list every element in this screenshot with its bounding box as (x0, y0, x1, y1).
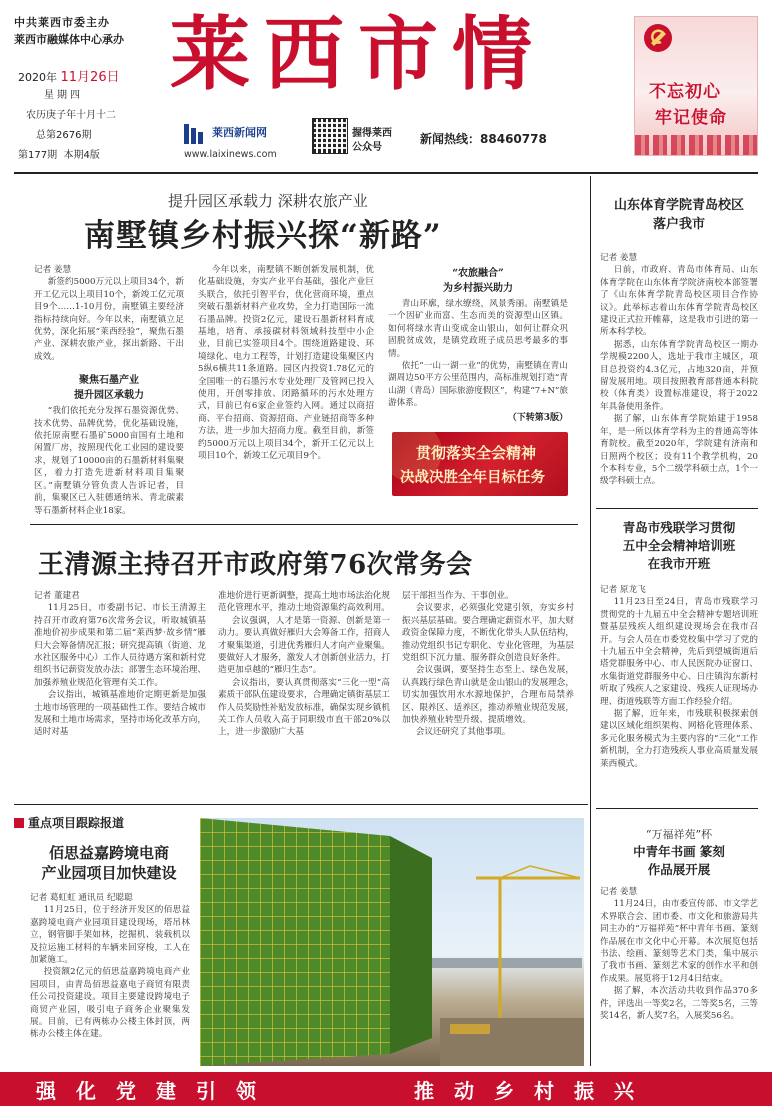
key-projects-header: 重点项目跟踪报道 (14, 814, 124, 831)
slogan-skyline (635, 135, 758, 156)
qr-caption-2: 公众号 (352, 142, 382, 153)
project-byline: 记者 葛虹虹 通讯员 纪聪聪 (30, 893, 133, 903)
construction-photo (200, 818, 584, 1066)
right3-para-2: 据了解，本次活动共收到作品370多件，评选出一等奖2名，二等奖5名，三等奖14名，新人奖7名，入展奖56名。 (600, 986, 758, 1022)
meeting-col-2 (218, 590, 390, 739)
org-line-1: 中共莱西市委主办 (14, 16, 110, 29)
meeting-col-3 (402, 590, 574, 739)
meeting-col-1 (34, 590, 206, 739)
lead-title: 南墅镇乡村振兴探“新路” (84, 218, 442, 254)
project-title-1: 佰思益嘉跨境电商 (48, 844, 169, 862)
news-site-icon (182, 120, 206, 148)
pub-date: 2020年 11月26日 (18, 70, 120, 85)
footer-banner (0, 1072, 772, 1106)
lead-para-1: 新签约5000万元以上项目34个，新开工亿元以上项目10个，新竣工亿元项目9个……1-10月份，南墅镇主要经济指标持续向好。今年以来，南墅镇立足优势，深化拓展“莱西经验”，聚焦石墨产业、深耕农旅产业，探出新路、干出成效。 (34, 277, 184, 362)
lead-para-5: 依托“一山一湖一业”的优势，南墅镇在青山湖周边50平方公里范围内，高标准规划打造“青山湖（青岛）国际旅游度假区”，构建“7+N”旅游体系。 (388, 361, 568, 409)
right2-title-2: 五中全会精神培训班 (622, 538, 736, 553)
meeting-byline: 记者 董建君 (34, 591, 80, 601)
right2-title-3: 在我市开班 (647, 556, 711, 571)
banner-line-2: 决战决胜全年目标任务 (400, 469, 545, 486)
meeting-para-3: 准地价进行更新调整，提高土地市场法治化规范化管理水平，推动土地资源集约高效利用。 (218, 591, 390, 614)
lunar-date: 农历庚子年十月十二 (26, 110, 116, 121)
project-para-2: 投资额2亿元的佰思益嘉跨境电商产业园项目，由青岛佰思益嘉电子商贸有限责任公司投资建设。项目主要建设跨境电子商贸产业园，吸引电子商务企业聚集发展。目前，已有两栋办公楼主体封顶，两栋办公楼主体在建。 (30, 967, 190, 1040)
org-line-2: 莱西市融媒体中心承办 (14, 33, 124, 46)
lead-col-3 (388, 264, 568, 423)
right1-para-1: 日前，市政府、青岛市体育局、山东体育学院在山东体育学院济南校本部签署了《山东体育学院青岛校区项目合作协议》。此举标志着山东体育学院青岛校区建设正式拉开帷幕，这是我市引进的第一所本科学校。 (600, 265, 758, 338)
meeting-para-7: 会议要求，必须强化党建引领，夯实乡村振兴基层基础。要合理确定薪资水平，加大财政资金保障力度，不断优化带头人队伍结构，推动党组织书记专职化、专业化管理，为基层党组织下沉力量、服务群众创造良好条件。 (402, 603, 574, 664)
right2-para-2: 据了解，近年来，市残联积极探索创建以区域化组织架构、网格化管理体系、多元化服务模式为主要内容的“三化”工作新机制，全力打造残疾人事业高质量发展莱西模式。 (600, 709, 758, 769)
hotline: 新闻热线：88460778 (420, 132, 547, 146)
news-site-name: 莱西新闻网 (212, 126, 267, 139)
meeting-para-9: 会议还研究了其他事项。 (415, 727, 511, 738)
lead-jump[interactable]: （下转第3版） (507, 412, 568, 423)
lead-kicker: 提升园区承载力 深耕农旅产业 (168, 192, 368, 210)
slogan-line-1: 不忘初心 (649, 82, 721, 102)
meeting-para-4: 会议强调，人才是第一资源、创新是第一动力。要认真做好雁归大会筹备工作，招商人才聚集渠道，引进优秀雁归人才向产业聚集。要做好人才服务，激发人才创新创业活力，打造更加卓越的“雁归生态”。 (218, 615, 390, 676)
total-issue: 总第2676期 (36, 130, 92, 141)
lead-para-2: “我们依托充分发挥石墨资源优势、技术优势、品牌优势，优化基础设施，依托原南墅石墨矿5000亩国有土地和闲置厂房，按照现代化工业园的建设要求，规划了10000亩的石墨新材料集聚区，着力打造先进新材料项目集聚区。”南墅镇分管负责人告诉记者，目前，集聚区已入驻德通纳米、青北碳素等石墨新材料企业18家。 (34, 406, 184, 516)
masthead (0, 0, 772, 170)
meeting-bottom-rule (14, 804, 588, 805)
right1-byline: 记者 姜慧 (600, 253, 638, 263)
right1-para-3: 据了解，山东体育学院始建于1958年，是一所以体育学科为主的普通高等体育院校。截至2020年，学院建有济南和日照两个校区；设有11个教学机构，20个本科专业，5个二级学科硕士点，1个一级学科硕士点。 (600, 414, 758, 487)
lead-byline: 记者 姜慧 (34, 265, 72, 275)
project-para-1: 11月25日，位于经济开发区的佰思益嘉跨境电商产业园项目建设现场，塔吊林立，钢管脚手架如林，挖掘机、装载机以及拉运施工材料的车辆来回穿梭，工人在加紧施工。 (30, 905, 190, 966)
footer-slogan-right: 推动乡村振兴 (414, 1079, 654, 1103)
right2-para-1: 11月23日至24日，青岛市残联学习贯彻党的十九届五中全会精神专题培训班暨基层残疾人组织建设现场会在我市召开。与会人员在市委党校集中学习了党的十九届五中全会精神，先后到望城街道后塔党群服务中心、市人民医院办证窗口、水集街道党群服务中心、日庄镇沟东新村听取了残疾人之家建设、残疾人证现场办理、街道残联等方面工作经验介绍。 (600, 597, 758, 707)
project-title-2: 产业园项目加快建设 (41, 864, 177, 882)
meeting-para-8: 会议强调，要坚持生态至上、绿色发展，认真践行绿色青山就是金山银山的发展理念，切实加强饮用水水源地保护，合理布局禁养区、限养区、适养区，推动养殖业规范发展，加快养殖业转型升级、提质增效。 (402, 665, 574, 726)
project-body (30, 892, 190, 1041)
right-column-rule (590, 176, 591, 1066)
right-article-2 (600, 518, 758, 770)
footer-slogan-left: 强化党建引领 (36, 1079, 276, 1103)
meeting-para-1: 11月25日，市委副书记、市长王清源主持召开市政府第76次常务会议，听取城镇基准地价初步成果和第二届“莱西梦·故乡情”雁归大会筹备情况汇报；研究提高镇（街道、龙水社区服务中心）工作人员待遇方案和新村党组织书记薪资发放办法；部署生态环境治理、加强养殖业规范化管理有关工作。 (34, 603, 206, 688)
construction-scene (200, 818, 584, 1066)
right-rule-2 (596, 808, 758, 809)
lead-side-title-1: “农旅融合” (452, 268, 504, 279)
right3-title-3: 作品展开展 (647, 862, 711, 877)
qr-caption-1: 握得莱西 (352, 128, 392, 139)
news-site-logo (182, 120, 206, 148)
right1-title-1: 山东体育学院青岛校区 (613, 198, 744, 213)
right3-byline: 记者 姜慧 (600, 887, 638, 897)
meeting-title: 王清源主持召开市政府第76次常务会 (38, 550, 473, 580)
paper-title: 莱西市情 (170, 7, 546, 101)
right3-para-1: 11月24日，由市委宣传部、市文学艺术界联合会、团市委、市文化和旅游局共同主办的“万福祥苑”杯中青年书画、篆刻作品展在市文化中心开幕。本次展览包括书法、绘画、篆刻等艺术门类，集中展示了我市书画、篆刻艺术家的创作水平和创作成果。展览将于12月4日结束。 (600, 899, 758, 984)
weekday: 星期四 (44, 90, 83, 101)
lead-side-title-2: 为乡村振兴助力 (443, 283, 513, 294)
header-square-icon (14, 818, 24, 828)
lead-subhead-1: 聚焦石墨产业 (79, 375, 139, 387)
lead-banner (392, 432, 568, 496)
masthead-divider (14, 172, 758, 174)
lead-bottom-rule (30, 524, 578, 525)
right2-title-1: 青岛市残联学习贯彻 (622, 520, 736, 535)
lead-col-2 (198, 264, 374, 463)
banner-line-1: 贯彻落实全会精神 (416, 444, 537, 462)
slogan-box (634, 16, 758, 156)
right1-para-2: 据悉，山东体育学院青岛校区一期办学规模2200人，选址于我市主城区，项目总投资约4.3亿元，占地320亩，并预留发展用地。项目按照教育部普通本科院校（体育类）设置标准建设，将于2022年具备使用条件。 (600, 339, 758, 412)
right-article-1 (600, 194, 758, 488)
right1-title-2: 落户我市 (652, 217, 705, 232)
meeting-para-5: 会议指出，要认真贯彻落实“三化一型”高素质干部队伍建设要求，合理确定镇街基层工作人员奖励性补贴发放标准，确保实现乡镇机关工作人员收入高于同职级市直干部20%以上，进一步激励广大基 (218, 677, 390, 738)
party-emblem-icon (643, 23, 673, 53)
lead-subhead-2: 提升园区承载力 (74, 390, 144, 402)
issue-number: 第177期 本期4版 (18, 150, 100, 161)
right2-byline: 记者 原龙飞 (600, 585, 646, 595)
right-rule-1 (596, 508, 758, 509)
slogan-line-2: 牢记使命 (655, 108, 727, 128)
qr-code-inner (314, 120, 346, 152)
right3-title-2: 中青年书画 篆刻 (633, 844, 725, 859)
right-article-3 (600, 826, 758, 1022)
meeting-para-6: 层干部担当作为、干事创业。 (402, 591, 514, 601)
news-site-url[interactable]: www.laixinews.com (184, 149, 277, 160)
lead-para-4: 青山环廓，绿水缭绕，风景秀丽。南墅镇是一个因矿业而富、生态而美的资源型山区镇。如何将绿水青山变成金山银山，如何让群众巩固脱贫成效，是镇党政班子成员思考最多的事情。 (388, 299, 568, 359)
lead-para-3: 今年以来，南墅镇不断创新发展机制，优化基础设施，夯实产业平台基础，强化产业巨头联合，依托引智平台，优化营商环境，重点突破石墨新材料产业攻势，全力打造国际一流石墨品牌。投资2亿元，建设石墨新材料育成基地，培育、承接碳材料领域科技型中小企业，目前已实签项目4个。围绕道路建设、环境绿化、电力工程等，计划打造建设集聚区内5纵6横共11条道路。园区内投资1.78亿元的全国唯一的石墨污水专业处理厂及管网已投入使用，开创零排放、闭路循环的污水处理方式，目前已有6家企业签约入网。通过以商招商、平台招商、资源招商、产业链招商等多种方法，进一步加大招商力度。截至目前，新签约5000万元以上项目34个，新开工亿元以上项目10个，新竣工亿元项目9个。 (198, 265, 374, 462)
meeting-para-2: 会议指出，城镇基准地价定期更新是加强土地市场管理的一项基础性工作。要结合城市发展和土地市场需求，坚持市场化改革方向，适时对基 (34, 690, 206, 738)
right3-title-1: “万福祥苑”杯 (645, 828, 713, 841)
lead-col-1 (34, 264, 184, 517)
